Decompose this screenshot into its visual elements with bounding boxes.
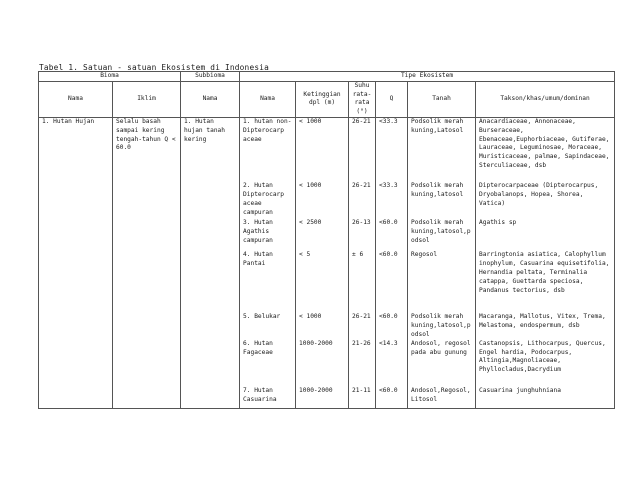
row-takson: Agathis sp	[476, 219, 615, 251]
row-suhu: 21-26	[349, 340, 376, 387]
row-takson: Castanopsis, Lithocarpus, Quercus, Engel hardia, Podocarpus, Altingia,Magnoliaceae, Phyllocladus,Dacrydium	[476, 340, 615, 387]
row-tanah: Podsolik merah kuning,latosol,p odsol	[408, 313, 476, 339]
column-header-row	[39, 81, 615, 117]
row-q: <14.3	[376, 340, 408, 387]
header-subbioma: Subbioma	[181, 72, 240, 82]
row-suhu: 26-21	[349, 179, 376, 219]
row-q: <60.0	[376, 387, 408, 409]
row-takson: Dipterocarpaceae (Dipterocarpus, Dryobalanops, Hopea, Shorea, Vatica)	[476, 179, 615, 219]
col-tipe-nama: Nama	[240, 81, 296, 117]
col-suhu-label: Suhu rata-rata	[352, 81, 372, 107]
row-suhu: 26-13	[349, 219, 376, 251]
subbioma-nama: 1. Hutan hujan tanah kering	[181, 117, 240, 408]
row-q: <60.0	[376, 313, 408, 339]
row-ketinggian: < 5	[296, 251, 349, 313]
col-q: Q	[376, 81, 408, 117]
row-tanah: Regosol	[408, 251, 476, 313]
row-q: <60.0	[376, 219, 408, 251]
row-q: <33.3	[376, 117, 408, 179]
row-q: <60.0	[376, 251, 408, 313]
row-nama: 7. Hutan Casuarina	[240, 387, 296, 409]
header-bioma: Bioma	[39, 72, 181, 82]
bioma-nama: 1. Hutan Hujan	[39, 117, 113, 408]
row-tanah: Podsolik merah kuning,latosol	[408, 179, 476, 219]
row-takson: Casuarina junghuhniana	[476, 387, 615, 409]
col-iklim: Iklim	[113, 81, 181, 117]
col-takson: Takson/khas/umum/dominan	[476, 81, 615, 117]
row-ketinggian: < 1000	[296, 117, 349, 179]
row-tanah: Andosol, regosol pada abu gunung	[408, 340, 476, 387]
row-takson: Barringtonia asiatica, Calophyllum inophylum, Casuarina equisetifolia, Hernandia peltata, Terminalia catappa, Guettarda speciosa, Pandanus tectorius, dsb	[476, 251, 615, 313]
row-nama: 2. Hutan Dipterocarp aceae campuran	[240, 179, 296, 219]
row-nama: 6. Hutan Fagaceae	[240, 340, 296, 387]
table-row	[39, 117, 615, 179]
row-tanah: Podsolik merah kuning,latosol,p odsol	[408, 219, 476, 251]
group-header-row	[39, 72, 615, 82]
col-sub-nama: Nama	[181, 81, 240, 117]
row-tanah: Podsolik merah kuning,Latosol	[408, 117, 476, 179]
row-nama: 1. hutan non-Dipterocarp aceae	[240, 117, 296, 179]
row-suhu: 26-21	[349, 117, 376, 179]
row-ketinggian: 1000-2000	[296, 387, 349, 409]
ecosystem-table	[38, 71, 615, 409]
col-tanah: Tanah	[408, 81, 476, 117]
row-nama: 5. Belukar	[240, 313, 296, 339]
row-q: <33.3	[376, 179, 408, 219]
row-ketinggian: < 1000	[296, 179, 349, 219]
row-suhu: 21-11	[349, 387, 376, 409]
row-suhu: ± 6	[349, 251, 376, 313]
row-tanah: Andosol,Regosol, Litosol	[408, 387, 476, 409]
col-ketinggian: Ketinggian dpl (m)	[296, 81, 349, 117]
row-takson: Macaranga, Mallotus, Vitex, Trema, Melastoma, endospermum, dsb	[476, 313, 615, 339]
row-ketinggian: < 1000	[296, 313, 349, 339]
col-suhu-unit: (°)	[356, 108, 368, 116]
row-nama: 4. Hutan Pantai	[240, 251, 296, 313]
table-caption: Tabel 1. Satuan - satuan Ekosistem di Indonesia	[39, 63, 270, 72]
col-suhu	[349, 81, 376, 117]
header-tipe-ekosistem: Tipe Ekosistem	[240, 72, 615, 82]
row-nama: 3. Hutan Agathis campuran	[240, 219, 296, 251]
row-ketinggian: 1000-2000	[296, 340, 349, 387]
row-takson: Anacardiaceae, Annonaceae, Burseraceae, Ebenaceae,Euphorbiaceae, Gutiferae, Lauraceae, Leguminosae, Moraceae, Muristicaceae, palmae, Sapindaceae, Sterculiaceae, dsb	[476, 117, 615, 179]
bioma-iklim: Selalu basah sampai kering tengah-tahun Q < 60.0	[113, 117, 181, 408]
col-nama: Nama	[39, 81, 113, 117]
row-ketinggian: < 2500	[296, 219, 349, 251]
row-suhu: 26-21	[349, 313, 376, 339]
